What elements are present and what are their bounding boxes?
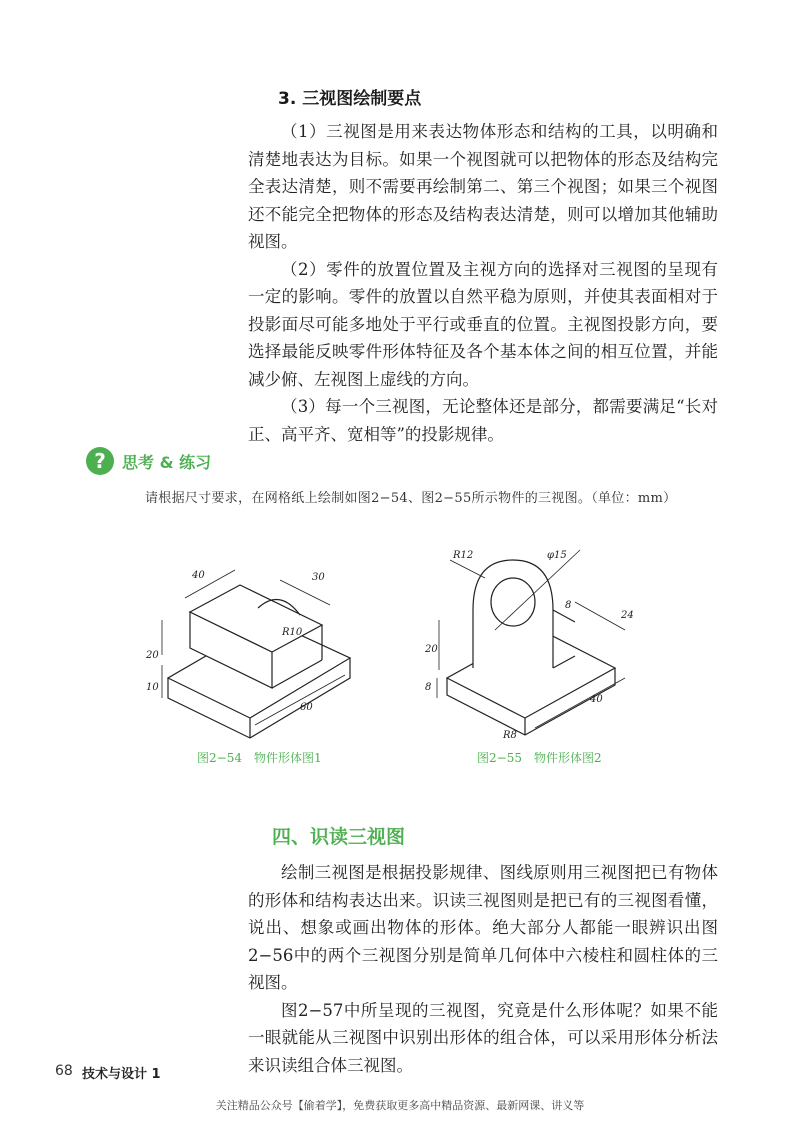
paragraph-2: （2）零件的放置位置及主视方向的选择对三视图的呈现有一定的影响。零件的放置以自然平稳为原则，并使其表面相对于投影面尽可能多地处于平行或垂直的位置。主视图投影方向，要选择最能反映零件形体特征及各个基本体之间的相互位置，并能减少俯、左视图上虚线的方向。	[248, 259, 718, 389]
fig2-dim-20: 20	[425, 644, 438, 655]
section-4-paragraph-2: 图2−57中所呈现的三视图，究竟是什么形体呢？如果不能一眼就能从三视图中识别出形体的组合体，可以采用形体分析法来识读组合体三视图。	[248, 1000, 718, 1075]
figure-2-54-caption: 图2−54 物件形体图1	[197, 751, 322, 765]
fig1-dim-40: 40	[192, 570, 205, 581]
fig2-dim-8-base: 8	[425, 682, 432, 693]
fig1-dim-20: 20	[146, 650, 159, 661]
figure-2-54-drawing	[140, 540, 360, 740]
fig2-dim-phi15: φ15	[547, 550, 567, 561]
fig2-dim-r8: R8	[503, 730, 517, 740]
section-4-body	[248, 859, 718, 1079]
section-body	[248, 118, 718, 448]
think-practice-title: 思考 & 练习	[122, 452, 212, 472]
fig1-dim-60: 60	[300, 702, 313, 713]
fig1-dim-10: 10	[146, 682, 159, 693]
figure-2-55-drawing	[425, 540, 655, 740]
fig2-dim-8-top: 8	[565, 600, 572, 611]
fig1-dim-r10: R10	[282, 627, 303, 638]
fig2-dim-r12: R12	[453, 550, 474, 561]
paragraph-1: （1）三视图是用来表达物体形态和结构的工具，以明确和清楚地表达为目标。如果一个视图就可以把物体的形态及结构完全表达清楚，则不需要再绘制第二、第三个视图；如果三个视图还不能完全把物体的形态及结构表达清楚，则可以增加其他辅助视图。	[248, 122, 718, 251]
question-icon: ?	[86, 447, 114, 475]
section-title: 3. 三视图绘制要点	[278, 89, 422, 109]
fig2-dim-24: 24	[621, 610, 634, 621]
promo-footer: 关注精品公众号【偷着学】，免费获取更多高中精品资源、最新网课、讲义等	[215, 1099, 585, 1112]
exercise-text: 请根据尺寸要求，在网格纸上绘制如图2−54、图2−55所示物件的三视图。（单位：mm）	[145, 491, 677, 506]
paragraph-3: （3）每一个三视图，无论整体还是部分，都需要满足“长对正、高平齐、宽相等”的投影规律。	[248, 397, 718, 444]
think-practice-header	[86, 446, 211, 476]
book-title: 技术与设计 1	[82, 1067, 161, 1082]
section-4-title: 四、识读三视图	[272, 826, 406, 848]
section-4-paragraph-1: 绘制三视图是根据投影规律、图线原则用三视图把已有物体的形体和结构表达出来。识读三视图则是把已有的三视图看懂，说出、想象或画出物体的形体。绝大部分人都能一眼辨识出图2−56中的两个三视图分别是简单几何体中六棱柱和圆柱体的三视图。	[248, 863, 718, 992]
page-number: 68	[55, 1063, 73, 1079]
figure-2-55-caption: 图2−55 物件形体图2	[477, 751, 602, 765]
fig1-dim-30: 30	[312, 572, 325, 583]
fig2-dim-40: 40	[590, 694, 603, 705]
